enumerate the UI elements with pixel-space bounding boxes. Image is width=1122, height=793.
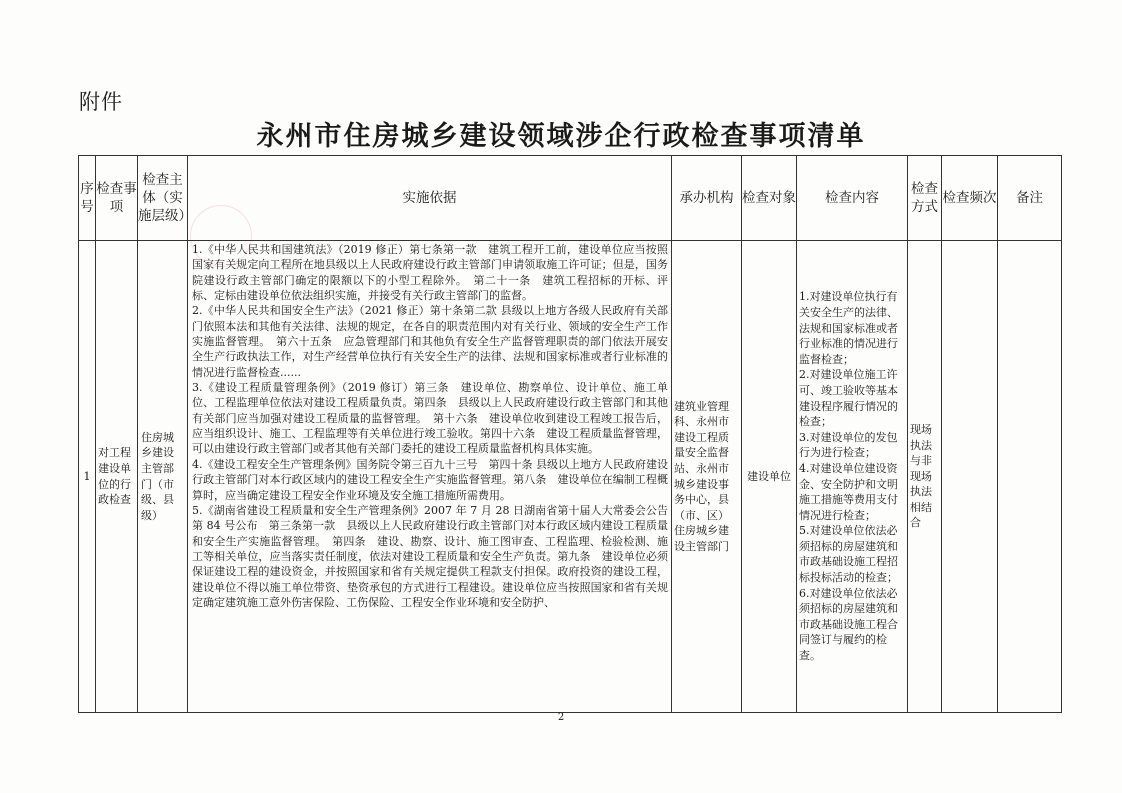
basis-clause: 5.《湖南省建设工程质量和安全生产管理条例》2007 年 7 月 28 日湖南省第十届人大常委会公告第 84 号公布 第三条第一款 县级以上人民政府建设行政主管部门对本行政区域内建设工程质量和安全生产实施监督管理。 第四条 建设、勘察、设计、施工图审查、工程监理、检验检测、施工等相关单位，应当落实责任制度，依法对建设工程质量和安全生产负责。第九条 建设单位必须保证建设工程的建设资金，并按照国家和省有关规定提供工程款支付担保。政府投资的建设工程，建设单位不得以施工单位带资、垫资承包的方式进行工程建设。建设单位应当按照国家和省有关规定确定建筑施工意外伤害保险、工伤保险、工程安全作业环境和安全防护、 [192,503,668,609]
header-agency: 承办机构 [672,156,742,241]
header-seq: 序号 [79,156,96,241]
row-method: 现场执法与非现场执法相结合 [908,241,942,713]
header-frequency: 检查频次 [942,156,998,241]
header-item: 检查事项 [96,156,138,241]
table-row [79,241,1062,713]
row-agency: 建筑业管理科、永州市建设工程质量安全监督站、永州市城乡建设事务中心，县（市、区）住房城乡建设主管部门 [672,241,742,713]
row-seq: 1 [79,241,96,713]
basis-clause: 2.《中华人民共和国安全生产法》（2021 修正）第十条第二款 县级以上地方各级人民政府有关部门依照本法和其他有关法律、法规的规定，在各自的职责范围内对有关行业、领域的安全生产工作实施监督管理。 第六十五条 应急管理部门和其他负有安全生产监督管理职责的部门依法开展安全生产行政执法工作，对生产经营单位执行有关安全生产的法律、法规和国家标准或者行业标准的情况进行监督检查...... [192,304,668,379]
row-target: 建设单位 [742,241,797,713]
content-item: 4.对建设单位建设资金、安全防护和文明施工措施等费用支付情况进行检查； [799,461,898,522]
header-subject: 检查主体（实施层级） [138,156,188,241]
header-content: 检查内容 [797,156,908,241]
row-remarks [998,241,1062,713]
row-content [797,241,908,713]
table-header-row [79,156,1062,241]
header-remarks: 备注 [998,156,1062,241]
row-subject: 住房城乡建设主管部门（市级、县级） [138,241,188,713]
content-item: 6.对建设单位依法必须招标的房屋建筑和市政基础设施工程合同签订与履约的检查。 [799,586,898,663]
document-title: 永州市住房城乡建设领域涉企行政检查事项清单 [256,121,866,152]
header-target: 检查对象 [742,156,797,241]
content-item: 3.对建设单位的发包行为进行检查； [799,430,898,460]
row-basis [188,241,672,713]
content-item: 1.对建设单位执行有关安全生产的法律、法规和国家标准或者行业标准的情况进行监督检查； [799,290,898,366]
content-item: 2.对建设单位施工许可、竣工验收等基本建设程序履行情况的检查； [799,368,898,429]
row-item: 对工程建设单位的行政检查 [96,241,138,713]
header-basis: 实施依据 [188,156,672,241]
header-method: 检查方式 [908,156,942,241]
basis-clause: 1.《中华人民共和国建筑法》（2019 修正）第七条第一款 建筑工程开工前，建设单位应当按照国家有关规定向工程所在地县级以上人民政府建设行政主管部门申请领取施工许可证；但是，国务院建设行政主管部门确定的限额以下的小型工程除外。 第二十一条 建筑工程招标的开标、评标、定标由建设单位依法组织实施，并接受有关行政主管部门的监督。 [192,243,668,303]
content-item: 5.对建设单位依法必须招标的房屋建筑和市政基础设施工程招标投标活动的检查； [799,524,898,585]
inspection-items-table [78,155,1062,713]
page-number: 2 [557,712,565,723]
basis-clause: 3.《建设工程质量管理条例》（2019 修订）第三条 建设单位、勘察单位、设计单位、施工单位、工程监理单位依法对建设工程质量负责。第四条 县级以上人民政府建设行政主管部门和其他有关部门应当加强对建设工程质量的监督管理。 第十六条 建设单位收到建设工程竣工报告后，应当组织设计、施工、工程监理等有关单位进行竣工验收。第四十六条 建设工程质量监督管理，可以由建设行政主管部门或者其他有关部门委托的建设工程质量监督机构具体实施。 [192,381,668,456]
row-frequency [942,241,998,713]
attachment-label: 附件 [79,90,123,114]
basis-clause: 4.《建设工程安全生产管理条例》国务院令第三百九十三号 第四十条 县级以上地方人民政府建设行政主管部门对本行政区域内的建设工程安全生产实施监督管理。第八条 建设单位在编制工程概算时，应当确定建设工程安全作业环境及安全施工措施所需费用。 [192,457,668,502]
